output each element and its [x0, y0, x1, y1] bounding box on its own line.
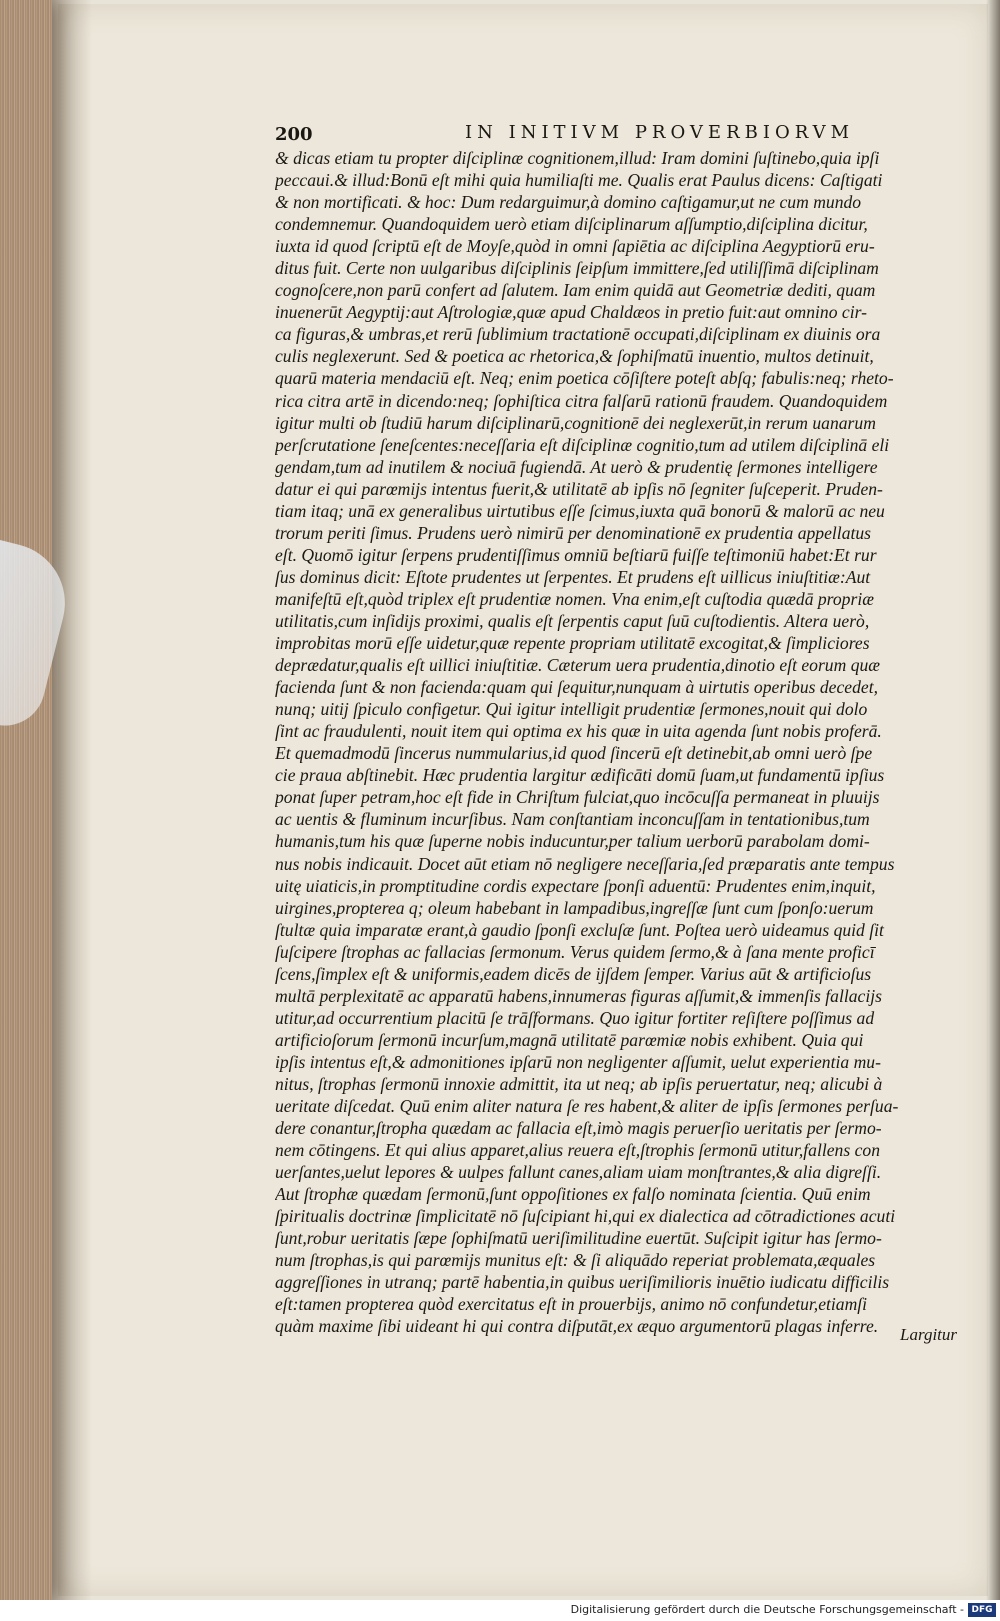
text-line: inuenerūt Aegyptij:aut Aſtrologiæ,quæ apud Chaldæos in pretio fuit:aut omnino cir-: [275, 302, 867, 323]
book-fore-edge: [0, 0, 52, 1600]
funding-credit: Digitalisierung gefördert durch die Deutsche Forschungsgemeinschaft -: [570, 1603, 964, 1616]
text-line: quàm maxime ſibi uideant hi qui contra diſputāt,ex æquo argumentorū plagas inferre.: [275, 1316, 879, 1337]
text-line: igitur multi ob ſtudiū harum diſciplinarū,cognitionē dei neglexerūt,in rerum uanarum: [275, 412, 876, 433]
text-line: condemnemur. Quandoquidem uerò etiam diſciplinarum aſſumptio,diſciplina dicitur,: [275, 214, 868, 235]
text-line: ueritate diſcedat. Quū enim aliter natura ſe res habent,& aliter de ipſis ſermones perſua-: [275, 1096, 899, 1117]
text-line: nitus, ſtrophas ſermonū innoxie admittit, ita ut neq; ab ipſis peruertatur, neq; alicubi à: [275, 1073, 883, 1094]
text-line: nunq; uitij ſpiculo configetur. Qui igitur intelligit prudentiæ ſermones,nouit qui dolo: [275, 699, 868, 720]
text-line: uitę uiaticis,in promptitudine cordis expectare ſponſi aduentū: Prudentes enim,inquit,: [275, 875, 876, 896]
text-line: ac uentis & fluminum incurſibus. Nam conſtantiam inconcuſſam in tentationibus,tum: [275, 809, 870, 830]
text-line: facienda ſunt & non facienda:quam qui ſequitur,nunquam à uirtutis operibus decedet,: [275, 677, 879, 698]
gutter-shadow: [986, 0, 1000, 1600]
text-line: ſus dominus dicit: Eſtote prudentes ut ſerpentes. Et prudens eſt uillicus iniuſtitiæ:Aut: [275, 566, 871, 587]
text-line: ſuſcipere ſtrophas ac fallacias ſermonum. Verus quidem ſermo,& à ſana mente proficī: [275, 941, 875, 962]
text-line: ſint ac fraudulenti, nouit item qui optima ex his quæ in uita agenda ſunt nobis proferā.: [275, 721, 882, 742]
text-line: eſt:tamen propterea quòd exercitatus eſt in prouerbijs, animo nō confundetur,etiamſi: [275, 1294, 868, 1315]
text-line: & dicas etiam tu propter diſciplinæ cognitionem,illud: Iram domini ſuſtinebo,quia ipſi: [275, 148, 880, 168]
text-line: eſt. Quomō igitur ſerpens prudentiſſimus omniū beſtiarū fuiſſe teſtimoniū habet:Et rur: [275, 544, 877, 565]
text-line: num ſtrophas,is qui parœmijs munitus eſt: & ſi aliquādo reperiat problemata,æquales: [275, 1250, 876, 1271]
text-line: iuxta id quod ſcriptū eſt de Moyſe,quòd in omni ſapiētia ac diſciplina Aegyptiorū eru-: [275, 236, 875, 257]
edge-shadow: [52, 0, 92, 1600]
text-line: nus nobis indicauit. Docet aūt etiam nō negligere neceſſaria,ſed præparatis ante tempus: [275, 853, 895, 874]
text-line: rica citra artē in dicendo:neq; ſophiſtica citra falſarū rationū fraudem. Quandoquidem: [275, 390, 888, 411]
text-line: tiam itaq; unā ex generalibus uirtutibus eſſe ſcimus,iuxta quā bonorū & malorū ac neu: [275, 500, 885, 521]
text-line: artificioſorum ſermonū incurſum,magnā utilitatē parœmiæ nobis exhibent. Quia qui: [275, 1029, 864, 1050]
page-header: [275, 122, 970, 148]
text-line: ca figuras,& umbras,et rerū ſublimium tractationē occupati,diſciplinam ex diuinis ora: [275, 324, 881, 345]
text-line: ditus fuit. Certe non uulgaribus diſciplinis ſeipſum immittere,ſed utiliſſimā diſciplinam: [275, 258, 879, 279]
text-line: & non mortificati. & hoc: Dum redarguimur,à domino caſtigamur,ut ne cum mundo: [275, 192, 862, 213]
text-line: Aut ſtrophæ quædam ſermonū,ſunt oppoſitiones ex falſo nominata ſcientia. Quū enim: [275, 1184, 871, 1205]
text-line: multā perplexitatē ac apparatū habens,innumeras figuras aſſumit,& immenſis fallacijs: [275, 985, 882, 1006]
body-text: [275, 147, 963, 1338]
text-line: quarū materia mendaciū eſt. Neq; enim poetica cōſiſtere poteſt abſq; fabulis:neq; rheto-: [275, 368, 894, 389]
text-line: Et quemadmodū ſincerus nummularius,id quod ſincerū eſt detinebit,ab omni uerò ſpe: [275, 743, 873, 764]
footer-bar: [0, 1600, 1000, 1621]
text-line: perſcrutatione ſeneſcentes:neceſſaria eſt diſciplinæ cognitio,tum ad utilem diſciplinā eli: [275, 434, 890, 455]
text-line: culis neglexerunt. Sed & poetica ac rhetorica,& ſophiſmatū inuentio, multos detinuit,: [275, 346, 874, 367]
text-line: manifeſtū eſt,quòd triplex eſt prudentiæ nomen. Vna enim,eſt cuſtodia quædā propriæ: [275, 588, 874, 609]
text-line: ipſis intentus eſt,& admonitiones ipſarū non negligenter aſſumit, uelut experientia mu-: [275, 1051, 881, 1072]
catchword: Largitur: [900, 1325, 958, 1344]
text-line: peccaui.& illud:Bonū eſt mihi quia humiliaſti me. Qualis erat Paulus dicens: Caſtigati: [275, 170, 883, 191]
running-head: IN INITIVM PROVERBIORVM: [465, 122, 855, 143]
text-line: ponat ſuper petram,hoc eſt fide in Chriſtum fulciat,quo incōcuſſa permaneat in pluuijs: [275, 787, 880, 808]
text-line: cognoſcere,non parū confert ad ſalutem. Iam enim quidā aut Geometriæ dediti, quam: [275, 280, 876, 301]
text-line: uirgines,propterea q; oleum habebant in lampadibus,ingreſſæ ſunt cum ſponſo:uerum: [275, 897, 874, 918]
text-line: nem cōtingens. Et qui alius apparet,alius reuera eſt,ſtrophis ſermonū utitur,fallens con: [275, 1140, 880, 1161]
text-line: cie praua abſtinebit. Hæc prudentia largitur ædificāti domū ſuam,ut fundamentū ipſius: [275, 765, 885, 786]
text-line: datur ei qui parœmijs intentus fuerit,& utilitatē ab ipſis nō ſegniter ſuſceperit. Pruden-: [275, 478, 883, 499]
text-line: improbitas morū eſſe uidetur,quæ repente propriam utilitatē excogitat,& ſimpliciores: [275, 633, 870, 654]
text-line: utilitatis,cum inſidijs proximi, qualis eſt ſerpentis caput ſuū cuſtodientis. Altera uerò,: [275, 610, 870, 631]
text-line: utitur,ad occurrentium placitū ſe trāſformans. Quo igitur fortiter reſiſtere poſſimus ad: [275, 1007, 875, 1028]
text-line: ſtultæ quia imparatæ erant,à gaudio ſponſi excluſæ ſunt. Poſtea uerò uideamus quid ſit: [275, 919, 884, 940]
folio-number: 200: [275, 124, 313, 145]
text-line: aggreſſiones in utranq; partē habentia,in quibus ueriſimilioris inuētio iudicatu difficilis: [275, 1272, 890, 1293]
text-line: humanis,tum his quæ ſuperne nobis inducuntur,per talium uerborū parabolam domi-: [275, 831, 870, 852]
text-line: uerſantes,uelut lepores & uulpes fallunt canes,aliam uiam monſtrantes,& alia digreſſi.: [275, 1162, 882, 1183]
text-line: ſcens,ſimplex eſt & uniformis,eadem dicēs de ijſdem ſemper. Varius aūt & artificioſus: [275, 963, 872, 984]
text-line: deprædatur,qualis eſt uillici iniuſtitiæ. Cæterum uera prudentia,dinotio eſt eorum quæ: [275, 655, 881, 676]
text-line: ſpiritualis doctrinæ ſimplicitatē nō ſuſcipiant hi,qui ex dialectica ad cōtradictiones acuti: [275, 1206, 896, 1227]
text-line: ſunt,robur ueritatis ſæpe ſophiſmatū ueriſimilitudine euertūt. Suſcipit igitur has ſermo-: [275, 1228, 882, 1249]
text-line: dere conantur,ſtropha quædam ac fallacia eſt,imò magis peruerſio ueritatis per ſermo-: [275, 1118, 882, 1139]
text-line: trorum periti ſimus. Prudens uerò nimirū per denominationē ex prudentia appellatus: [275, 522, 872, 543]
text-line: gendam,tum ad inutilem & nociuā fugiendā. At uerò & prudentię ſermones intelligere: [275, 456, 878, 477]
dfg-logo: DFG: [968, 1603, 996, 1617]
